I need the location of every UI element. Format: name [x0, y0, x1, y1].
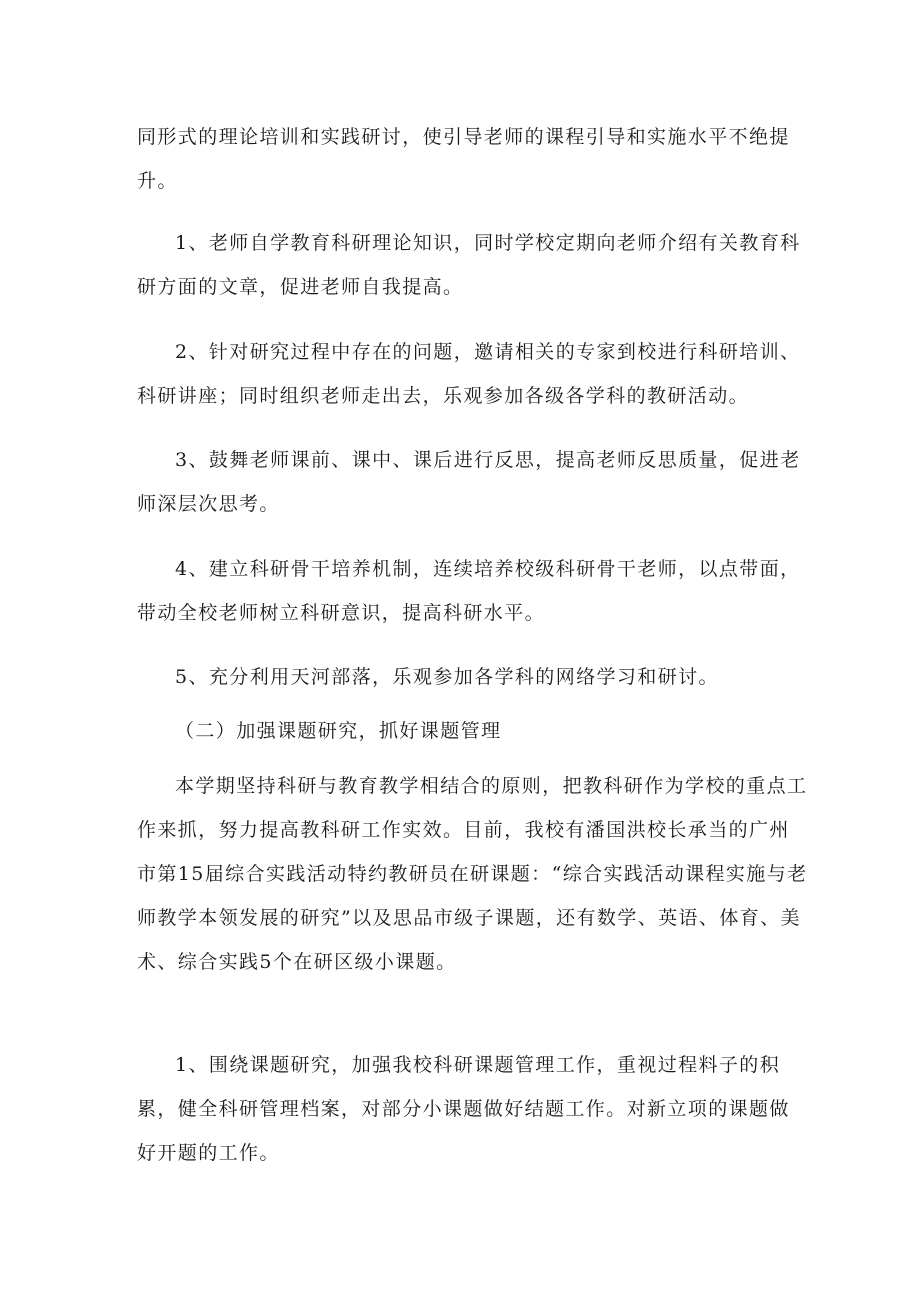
paragraph-section-item-1: 1、围绕课题研究，加强我校科研课题管理工作，重视过程料子的积累，健全科研管理档案，对部分小课题做好结题工作。对新立项的课题做好开题的工作。 — [137, 1054, 790, 1164]
paragraph-section-intro: 本学期坚持科研与教育教学相结合的原则，把教科研作为学校的重点工作来抓，努力提高教科研工作实效。目前，我校有潘国洪校长承当的广州市第15届综合实践活动特约教研员在研课题：“综合实践活动课程实施与老师教学本领发展的研究”以及思品市级子课题，还有数学、英语、体育、美术、综合实践5个在研区级小课题。 — [137, 775, 808, 973]
paragraph-continuation: 同形式的理论培训和实践研讨，使引导老师的课程引导和实施水平不绝提升。 — [137, 126, 790, 192]
paragraph-item-4: 4、建立科研骨干培养机制，连续培养校级科研骨干老师，以点带面，带动全校老师树立科研意识，提高科研水平。 — [137, 558, 801, 624]
paragraph-item-5: 5、充分利用天河部落，乐观参加各学科的网络学习和研讨。 — [175, 666, 719, 688]
paragraph-item-1: 1、老师自学教育科研理论知识，同时学校定期向老师介绍有关教育科研方面的文章，促进老师自我提高。 — [137, 232, 801, 298]
paragraph-item-3: 3、鼓舞老师课前、课中、课后进行反思，提高老师反思质量，促进老师深层次思考。 — [137, 449, 801, 515]
paragraph-item-2: 2、针对研究过程中存在的问题，邀请相关的专家到校进行科研培训、科研讲座；同时组织老师走出去，乐观参加各级各学科的教研活动。 — [137, 341, 801, 407]
section-heading: （二）加强课题研究，抓好课题管理 — [175, 720, 502, 742]
